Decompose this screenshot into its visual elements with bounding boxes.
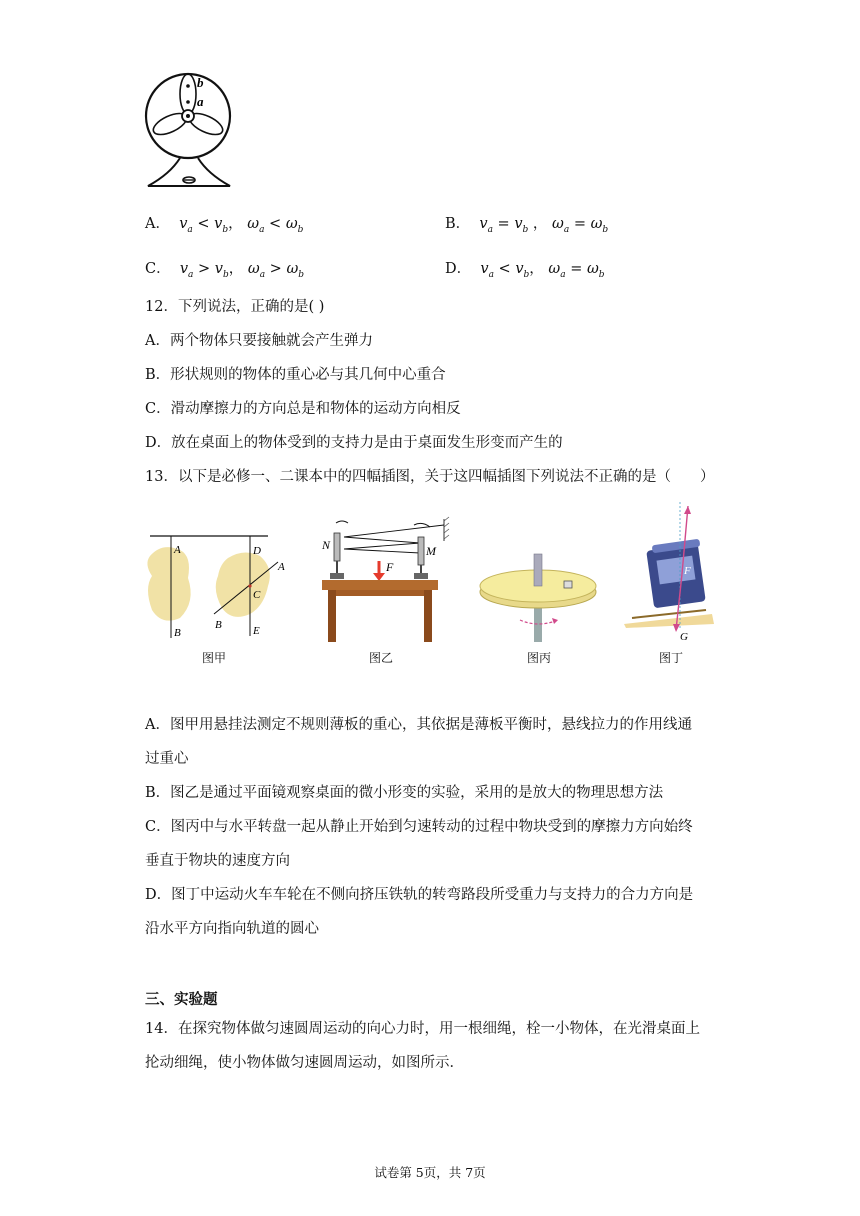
jia-label-D: D: [253, 545, 261, 557]
q14-line-1: 14．在探究物体做匀速圆周运动的向心力时，用一根细绳，栓一小物体，在光滑桌面上: [145, 1021, 700, 1037]
caption-ding: 图丁: [658, 651, 683, 665]
q12-option-d[interactable]: D．放在桌面上的物体受到的支持力是由于桌面发生形变而产生的: [145, 435, 563, 451]
jia-label-B1: B: [174, 627, 181, 639]
q13-option-d-cont: 沿水平方向指向轨道的圆心: [145, 921, 319, 937]
figure-jia: [140, 528, 290, 643]
jia-label-E: E: [253, 625, 260, 637]
figure-yi: [314, 515, 454, 645]
caption-bing: 图丙: [526, 651, 551, 665]
page-footer: 试卷第 5页，共 7页: [374, 1165, 486, 1180]
jia-label-C: C: [253, 589, 261, 601]
q13-option-d[interactable]: D．图丁中运动火车车轮在不侧向挤压铁轨的转弯路段所受重力与支持力的合力方向是: [145, 887, 694, 903]
q12-option-c[interactable]: C．滑动摩擦力的方向总是和物体的运动方向相反: [145, 401, 461, 417]
q13-option-c-cont: 垂直于物块的速度方向: [145, 853, 290, 869]
caption-yi: 图乙: [368, 651, 393, 665]
q14-line-2: 抡动细绳，使小物体做匀速圆周运动，如图所示．: [145, 1055, 464, 1071]
q11-option-d[interactable]: D． $v_a < v_b$， $\omega_a = \omega_b$: [445, 261, 605, 280]
q13-option-a[interactable]: A．图甲用悬挂法测定不规则薄板的重心，其依据是薄板平衡时，悬线拉力的作用线通: [145, 717, 692, 733]
figure-bing: [476, 548, 601, 644]
ding-label-F: F: [684, 565, 691, 577]
point-a-label: a: [197, 94, 204, 109]
q11-option-b[interactable]: B． $v_a = v_b$ ， $\omega_a = \omega_b$: [445, 216, 609, 235]
jia-label-A1: A: [174, 544, 181, 556]
q11-option-c[interactable]: C． $v_a > v_b$， $\omega_a > \omega_b$: [145, 261, 305, 280]
ding-label-G: G: [680, 631, 688, 642]
q13-option-b[interactable]: B．图乙是通过平面镜观察桌面的微小形变的实验，采用的是放大的物理思想方法: [145, 785, 664, 801]
caption-jia: 图甲: [201, 651, 226, 665]
q13-option-a-cont: 过重心: [145, 751, 189, 767]
yi-label-F: F: [386, 560, 394, 574]
q13-option-c[interactable]: C．图丙中与水平转盘一起从静止开始到匀速转动的过程中物块受到的摩擦力方向始终: [145, 819, 693, 835]
yi-label-N: N: [322, 538, 331, 552]
q12-stem: 12．下列说法，正确的是( ): [145, 299, 325, 315]
fan-figure: [140, 66, 240, 192]
q11-option-a[interactable]: A． $v_a < v_b$， $\omega_a < \omega_b$: [145, 216, 304, 235]
yi-label-M: M: [426, 544, 436, 558]
point-b-label: b: [197, 75, 204, 90]
jia-label-B2: B: [215, 619, 222, 631]
q12-option-b[interactable]: B．形状规则的物体的重心必与其几何中心重合: [145, 367, 446, 383]
q13-stem: 13．以下是必修一、二课本中的四幅插图，关于这四幅插图下列说法不正确的是（ ）: [145, 469, 715, 485]
q12-option-a[interactable]: A．两个物体只要接触就会产生弹力: [145, 333, 373, 349]
section-heading: 三、实验题: [145, 992, 218, 1008]
jia-label-A2: A: [278, 561, 285, 573]
figure-ding: [622, 502, 717, 642]
